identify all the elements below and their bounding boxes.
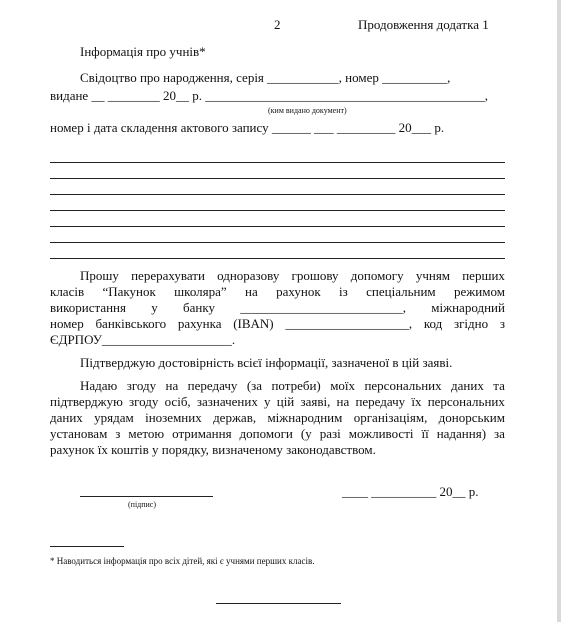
- word: донорським: [438, 410, 505, 425]
- word: банку: [183, 300, 215, 315]
- word: іноземних: [145, 410, 202, 425]
- word: класів: [50, 284, 85, 299]
- word: на: [245, 284, 258, 299]
- word: рахунок: [276, 284, 321, 299]
- confirmation-text: Підтверджую достовірність всієї інформації, зазначеної в цій заяві.: [80, 355, 453, 370]
- word: Надаю: [80, 378, 118, 393]
- request-line-1: [80, 267, 505, 284]
- word: можливості: [348, 426, 414, 441]
- word: установам: [50, 426, 108, 441]
- word: даних: [50, 410, 83, 425]
- word: одноразову: [217, 268, 280, 283]
- page-number: 2: [274, 17, 281, 32]
- bank-blank: _________________________,: [240, 300, 407, 315]
- continuation-label: Продовження додатка 1: [358, 17, 489, 32]
- word: рахунка: [177, 316, 222, 331]
- word: даних: [451, 378, 484, 393]
- signature-hint: (підпис): [128, 500, 157, 509]
- word: метою: [128, 426, 165, 441]
- consent-line-5: рахунок їх коштів у порядку, визначеному законодавством.: [50, 442, 376, 457]
- word: школяра”: [174, 284, 227, 299]
- word: (за: [246, 378, 263, 393]
- consent-line-2: [50, 393, 505, 410]
- consent-line-4: [50, 425, 505, 442]
- word: цій: [276, 394, 295, 409]
- word: (у: [300, 426, 312, 441]
- blank-line-2: [50, 178, 505, 179]
- word: номер: [50, 316, 84, 331]
- word: підтверджую: [50, 394, 123, 409]
- word: згоду: [126, 378, 157, 393]
- word: передачу: [355, 394, 406, 409]
- footnote-text: * Наводиться інформація про всіх дітей, які є учнями перших класів.: [50, 556, 315, 566]
- word: держав,: [213, 410, 257, 425]
- word: отримання: [172, 426, 232, 441]
- issued-by-hint: (ким видано документ): [268, 106, 347, 115]
- word: у: [264, 394, 271, 409]
- consent-line-1: [80, 377, 505, 394]
- student-info-heading: Інформація про учнів*: [80, 44, 206, 59]
- word: персональних: [364, 378, 442, 393]
- word: міжнародним: [267, 410, 343, 425]
- blank-line-3: [50, 194, 505, 195]
- word: із: [339, 284, 348, 299]
- edrpou-line: ЄДРПОУ____________________.: [50, 332, 236, 347]
- word: на: [336, 394, 350, 409]
- word: зазначених: [196, 394, 258, 409]
- word: код: [423, 316, 443, 331]
- word: разі: [319, 426, 341, 441]
- word: надання): [436, 426, 487, 441]
- word: персональних: [427, 394, 505, 409]
- blank-line-6: [50, 242, 505, 243]
- request-line-4: [50, 315, 505, 332]
- word: режимом: [454, 284, 505, 299]
- word: з: [115, 426, 121, 441]
- word: перших: [462, 268, 505, 283]
- word: згоду: [129, 394, 159, 409]
- word: на: [165, 378, 179, 393]
- word: передачу: [187, 378, 238, 393]
- word: Прошу: [80, 268, 119, 283]
- blank-line-7: [50, 258, 505, 259]
- word: з: [499, 316, 505, 331]
- word: урядам: [94, 410, 134, 425]
- word: потреби): [271, 378, 321, 393]
- word: “Пакунок: [102, 284, 156, 299]
- request-line-2: [50, 283, 505, 300]
- word: учням: [415, 268, 451, 283]
- consent-line-3: [50, 409, 505, 426]
- blank-line-4: [50, 210, 505, 211]
- word: у: [151, 300, 158, 315]
- word: їх: [411, 394, 422, 409]
- signature-date-line: ____ __________ 20__ р.: [342, 484, 479, 499]
- iban-blank: ___________________,: [285, 316, 413, 331]
- bottom-rule: [216, 603, 341, 604]
- blank-line-1: [50, 162, 505, 163]
- footnote-separator: [50, 546, 124, 547]
- word: використання: [50, 300, 126, 315]
- birth-certificate-line: Свідоцтво про народження, серія ___________, номер __________,: [80, 70, 451, 85]
- word: моїх: [330, 378, 356, 393]
- word: та: [493, 378, 505, 393]
- word: організаціям,: [353, 410, 428, 425]
- issued-line: видане __ ________ 20__ р. ___________________________________________,: [50, 88, 488, 103]
- word: перерахувати: [131, 268, 205, 283]
- request-line-3: [50, 299, 505, 316]
- word: за: [494, 426, 505, 441]
- blank-line-5: [50, 226, 505, 227]
- word: заяві,: [300, 394, 331, 409]
- word: банківського: [95, 316, 167, 331]
- word: допомоги: [239, 426, 293, 441]
- word: грошову: [291, 268, 339, 283]
- word: осіб,: [164, 394, 191, 409]
- record-number-line: номер і дата складення актового запису ______ ___ _________ 20___ р.: [50, 120, 445, 135]
- word: спеціальним: [366, 284, 436, 299]
- word: її: [421, 426, 429, 441]
- signature-line: [80, 496, 213, 497]
- word: міжнародний: [431, 300, 505, 315]
- word: (IBAN): [233, 316, 274, 331]
- word: допомогу: [350, 268, 404, 283]
- word: згідно: [453, 316, 489, 331]
